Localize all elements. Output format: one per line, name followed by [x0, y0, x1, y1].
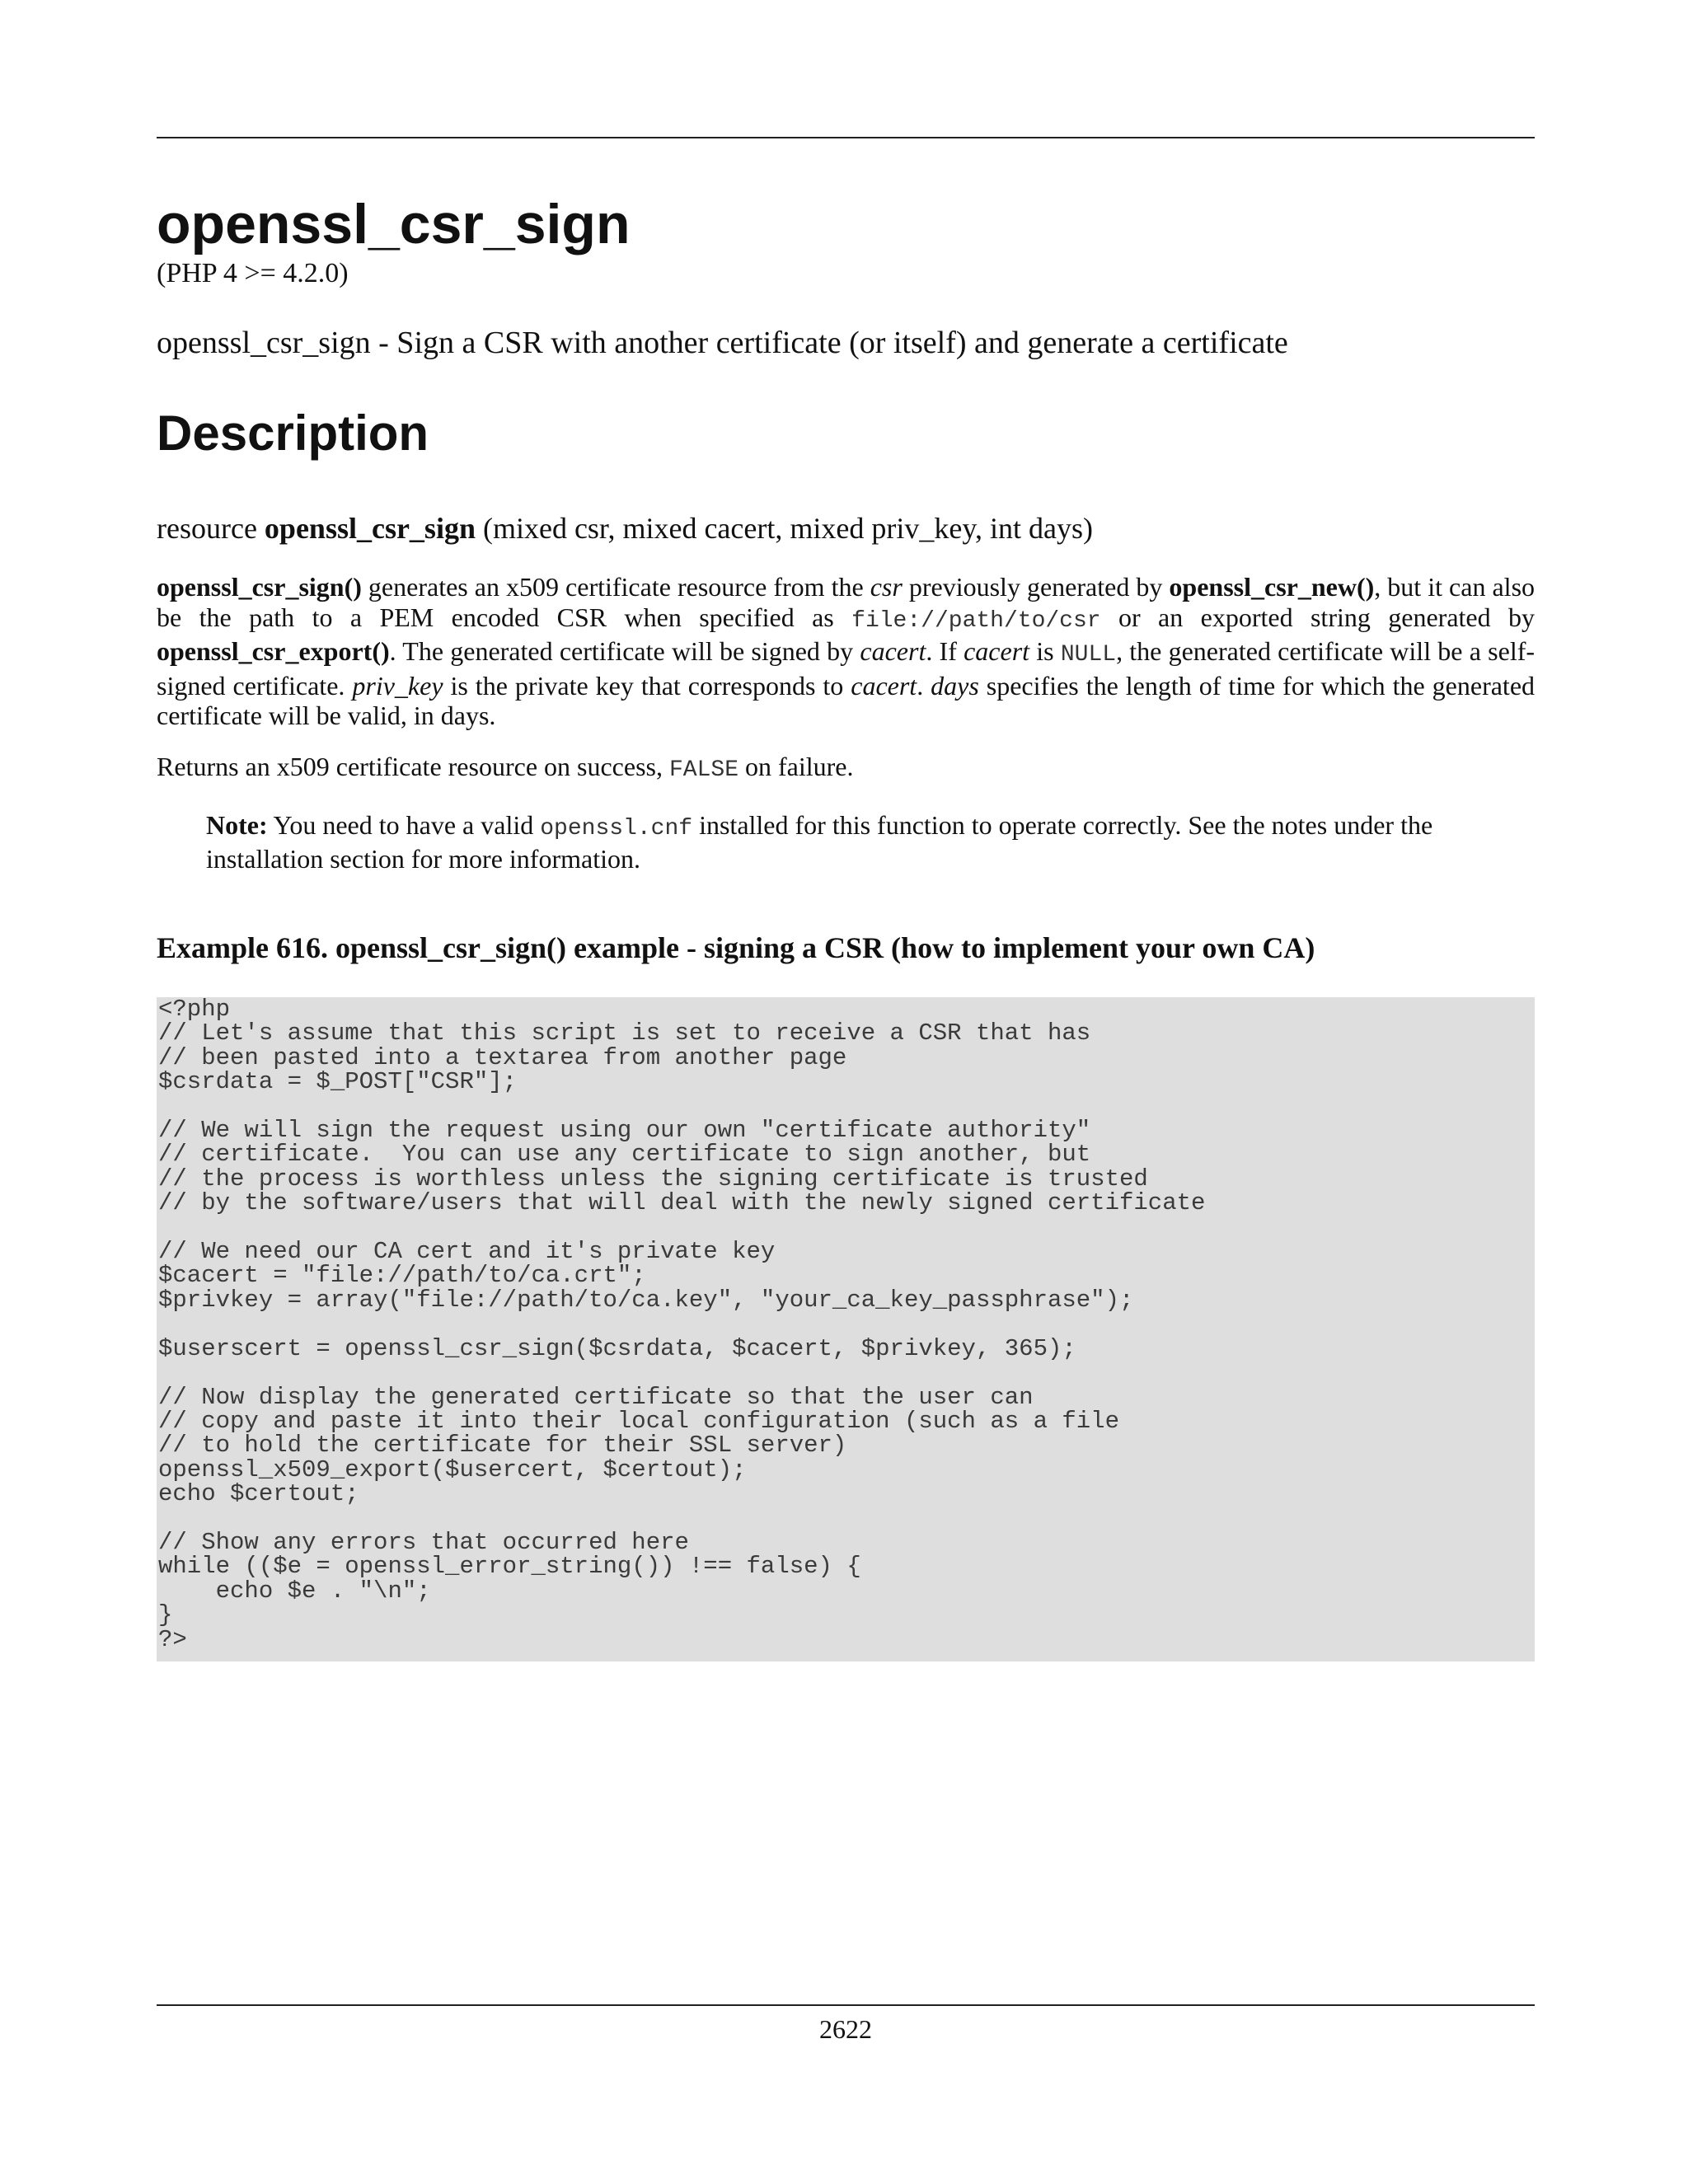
literal-null: NULL: [1060, 642, 1117, 668]
literal-path: file://path/to/csr: [851, 607, 1101, 634]
note-box: Note: You need to have a valid openssl.cnf installed for this function to operate correctly. See the notes under the installation section for more information.: [206, 810, 1433, 874]
synopsis-params: (mixed csr, mixed cacert, mixed priv_key, int days): [482, 512, 1093, 545]
function-ref-new: openssl_csr_new(): [1169, 572, 1375, 602]
param-ref-cacert: cacert: [851, 670, 917, 701]
function-ref-sign: openssl_csr_sign(): [157, 572, 362, 602]
param-ref-cacert: cacert: [860, 636, 926, 666]
page-number: 2622: [819, 2014, 872, 2044]
function-ref-export: openssl_csr_export(): [157, 636, 390, 666]
description-heading: Description: [157, 405, 429, 461]
function-synopsis: [157, 510, 1093, 546]
code-listing: <?php // Let's assume that this script is set to receive a CSR that has // been pasted into a textarea from another page $csrdata = $_POST["CSR"]; // We will sign the request using our own "certificate authority" // certificate. You can use any certificate to sign another, but // the process is worthless unless the signing certificate is trusted // by the software/users that will deal with the newly signed certificate // We need our CA cert and it's private key $cacert = "file://path/to/ca.crt"; $privkey = array("file://path/to/ca.key", "your_ca_key_passphrase"); $userscert = openssl_csr_sign($csrdata, $cacert, $privkey, 365); // Now display the generated certificate so that the user can // copy and paste it into their local configuration (such as a file // to hold the certificate for their SSL server) openssl_x509_export($usercert, $certout); echo $certout; // Show any errors that occurred here while (($e = openssl_error_string()) !== false) { echo $e . "\n"; } ?>: [158, 996, 1206, 1653]
param-ref-priv-key: priv_key: [352, 670, 443, 701]
function-purpose: openssl_csr_sign - Sign a CSR with another certificate (or itself) and generate a certificate: [157, 326, 1288, 360]
param-ref-days: days: [931, 670, 979, 701]
return-value-paragraph: Returns an x509 certificate resource on success, FALSE on failure.: [157, 752, 854, 783]
footer-rule: [157, 2004, 1535, 2006]
synopsis-return-type: resource: [157, 512, 257, 545]
note-label: Note:: [206, 810, 268, 840]
literal-config-file: openssl.cnf: [540, 816, 693, 841]
param-ref-csr: csr: [870, 572, 903, 602]
page-title: openssl_csr_sign: [157, 193, 631, 255]
description-paragraph: openssl_csr_sign() generates an x509 certificate resource from the csr previously generated by openssl_csr_new(), but it can also be the path to a PEM encoded CSR when specified as file://path/to/csr or an exported string generated by openssl_csr_export(). The generated certificate will be signed by cacert. If cacert is NULL, the generated certificate will be a self-signed certificate. priv_key is the private key that corresponds to cacert. days specifies the length of time for which the generated certificate will be valid, in days.: [157, 572, 1536, 730]
example-title: Example 616. openssl_csr_sign() example - signing a CSR (how to implement your own CA): [157, 931, 1315, 964]
version-info: (PHP 4 >= 4.2.0): [157, 258, 349, 288]
document-page: [157, 0, 1535, 2184]
code-example: [157, 997, 1535, 1661]
literal-false: FALSE: [668, 757, 738, 783]
synopsis-function-name: openssl_csr_sign: [264, 512, 476, 545]
header-rule: [157, 137, 1535, 138]
param-ref-cacert: cacert: [964, 636, 1030, 666]
